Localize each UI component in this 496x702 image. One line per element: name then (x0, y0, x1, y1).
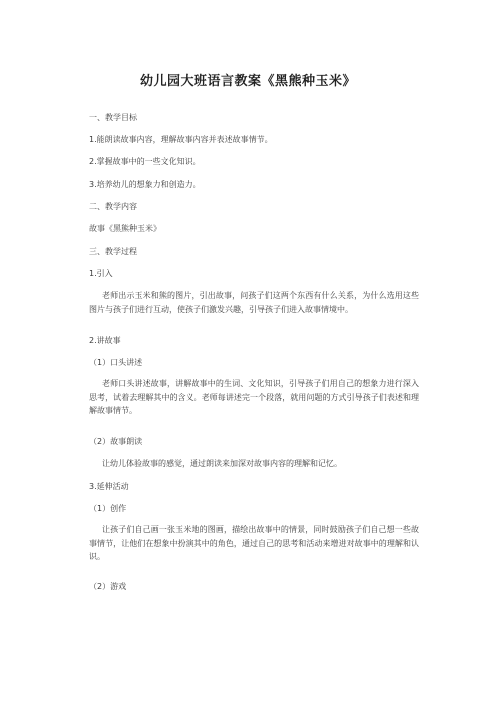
step-storytelling: 2.讲故事 (89, 336, 121, 345)
substep-creation: （1）创作 (89, 504, 127, 513)
substep-game: （2）游戏 (89, 582, 127, 591)
section-heading-process: 三、教学过程 (89, 247, 137, 256)
oral-narration-paragraph: 老师口头讲述故事，讲解故事中的生词、文化知识，引导孩子们用自己的想象力进行深入思考，试着去理解其中的含义。老师每讲述完一个段落，就用问题的方式引导孩子们表述和理解故事情节。 (89, 379, 419, 415)
content-story: 故事《黑熊种玉米》 (89, 224, 161, 233)
creation-paragraph: 让孩子们自己画一张玉米地的图画，描绘出故事中的情景，同时鼓励孩子们自己想一些故事情节，让他们在想象中扮演其中的角色，通过自己的思考和活动来增进对故事中的理解和认识。 (89, 525, 419, 561)
step-introduction: 1.引入 (89, 269, 113, 278)
objective-1: 1.能朗读故事内容，理解故事内容并表述故事情节。 (89, 135, 273, 144)
objective-2: 2.掌握故事中的一些文化知识。 (89, 157, 201, 166)
step-extension: 3.延伸活动 (89, 482, 129, 491)
introduction-paragraph: 老师出示玉米和熊的图片，引出故事，问孩子们这两个东西有什么关系，为什么选用这些图片与孩子们进行互动，使孩子们激发兴趣，引导孩子们进入故事情境中。 (89, 291, 419, 314)
objective-3: 3.培养幼儿的想象力和创造力。 (89, 180, 201, 189)
substep-oral-narration: （1）口头讲述 (89, 358, 143, 367)
story-reading-paragraph: 让幼儿体验故事的感觉，通过朗读来加深对故事内容的理解和记忆。 (102, 459, 342, 468)
document-title: 幼儿园大班语言教案《黑熊种玉米》 (139, 74, 356, 89)
substep-story-reading: （2）故事朗读 (89, 437, 143, 446)
section-heading-content: 二、教学内容 (89, 202, 137, 211)
section-heading-objectives: 一、教学目标 (89, 113, 137, 122)
